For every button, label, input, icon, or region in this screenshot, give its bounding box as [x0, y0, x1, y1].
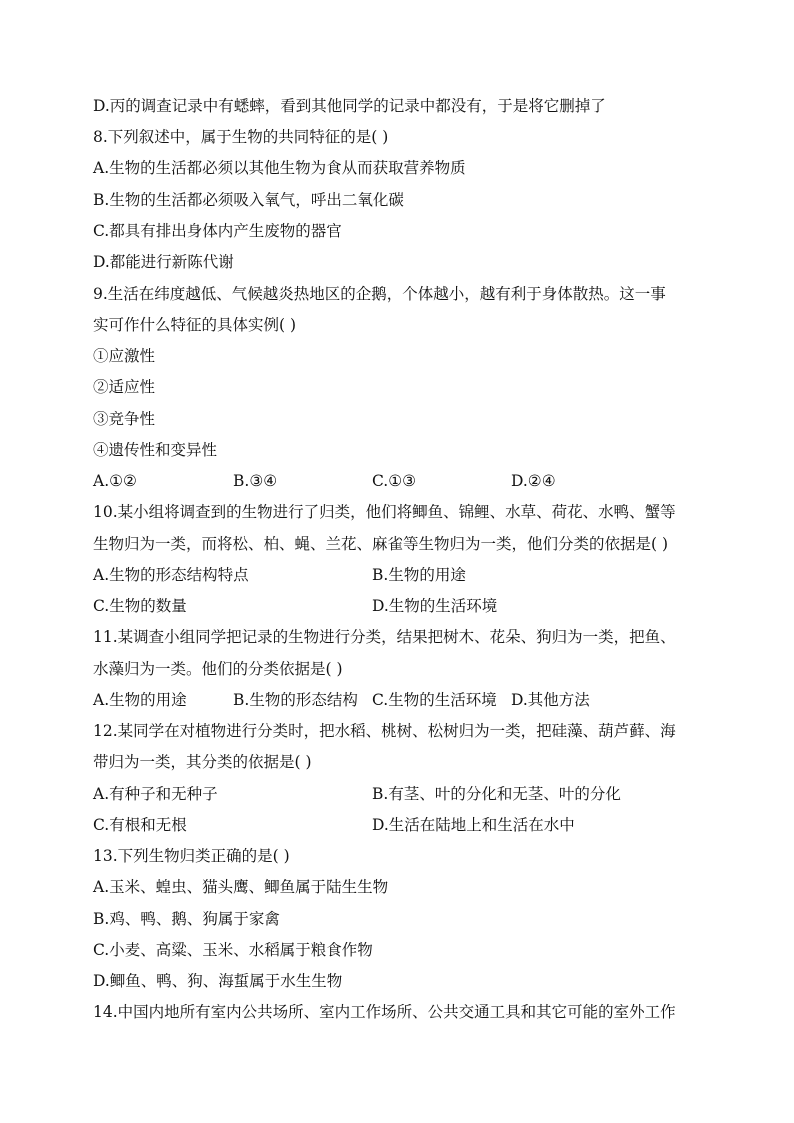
q11-stem-line2: 水藻归为一类。他们的分类依据是( ) — [93, 660, 343, 678]
q8-stem: 8.下列叙述中，属于生物的共同特征的是( ) — [93, 128, 389, 146]
q13-option-b: B.鸡、鸭、鹅、狗属于家禽 — [93, 910, 280, 928]
q10-options-row2 — [93, 596, 703, 616]
q10-stem-line2: 生物归为一类，而将松、柏、蝇、兰花、麻雀等生物归为一类，他们分类的依据是( ) — [93, 535, 669, 553]
q9-option-a: A.①② — [93, 472, 137, 490]
q13-option-a: A.玉米、蝗虫、猫头鹰、鲫鱼属于陆生生物 — [93, 878, 389, 896]
q11-option-b: B.生物的形态结构 — [233, 691, 358, 709]
q11-option-c: C.生物的生活环境 — [372, 691, 497, 709]
q9-item-1: ①应激性 — [93, 347, 156, 365]
q10-option-c: C.生物的数量 — [93, 597, 187, 615]
q9-stem-line2: 实可作什么特征的具体实例( ) — [93, 316, 297, 334]
q7-option-d: D.丙的调查记录中有蟋蟀，看到其他同学的记录中都没有，于是将它删掉了 — [93, 97, 606, 115]
q9-option-b: B.③④ — [233, 472, 278, 490]
q11-option-d: D.其他方法 — [511, 691, 590, 709]
q9-option-c: C.①③ — [372, 472, 417, 490]
q11-stem-line1: 11.某调查小组同学把记录的生物进行分类，结果把树木、花朵、狗归为一类，把鱼、 — [93, 628, 676, 646]
q9-option-d: D.②④ — [511, 472, 556, 490]
q10-option-b: B.生物的用途 — [372, 566, 466, 584]
q12-stem-line2: 带归为一类，其分类的依据是( ) — [93, 753, 312, 771]
q8-option-c: C.都具有排出身体内产生废物的器官 — [93, 222, 342, 240]
q12-options-row2 — [93, 815, 703, 835]
q10-option-a: A.生物的形态结构特点 — [93, 566, 249, 584]
q10-options-row1 — [93, 565, 703, 585]
q8-option-d: D.都能进行新陈代谢 — [93, 253, 234, 271]
q10-stem-line1: 10.某小组将调查到的生物进行了归类，他们将鲫鱼、锦鲤、水草、荷花、水鸭、蟹等 — [93, 503, 676, 521]
q12-stem-line1: 12.某同学在对植物进行分类时，把水稻、桃树、松树归为一类，把硅藻、葫芦藓、海 — [93, 722, 676, 740]
q12-option-b: B.有茎、叶的分化和无茎、叶的分化 — [372, 785, 621, 803]
q13-option-c: C.小麦、高粱、玉米、水稻属于粮食作物 — [93, 941, 373, 959]
q9-item-3: ③竞争性 — [93, 410, 156, 428]
q9-options-row — [93, 471, 703, 491]
q14-stem-line1: 14.中国内地所有室内公共场所、室内工作场所、公共交通工具和其它可能的室外工作 — [93, 1003, 676, 1021]
q8-option-a: A.生物的生活都必须以其他生物为食从而获取营养物质 — [93, 159, 466, 177]
q10-option-d: D.生物的生活环境 — [372, 597, 498, 615]
q12-option-a: A.有种子和无种子 — [93, 785, 218, 803]
q12-options-row1 — [93, 784, 703, 804]
q13-option-d: D.鲫鱼、鸭、狗、海蜇属于水生生物 — [93, 972, 343, 990]
q12-option-c: C.有根和无根 — [93, 816, 187, 834]
q9-stem-line1: 9.生活在纬度越低、气候越炎热地区的企鹅，个体越小，越有利于身体散热。这一事 — [93, 285, 666, 303]
q13-stem: 13.下列生物归类正确的是( ) — [93, 847, 290, 865]
q9-item-2: ②适应性 — [93, 378, 156, 396]
q9-item-4: ④遗传性和变异性 — [93, 441, 218, 459]
q8-option-b: B.生物的生活都必须吸入氧气，呼出二氧化碳 — [93, 191, 404, 209]
q11-option-a: A.生物的用途 — [93, 691, 187, 709]
q11-options-row — [93, 690, 703, 710]
q12-option-d: D.生活在陆地上和生活在水中 — [372, 816, 575, 834]
